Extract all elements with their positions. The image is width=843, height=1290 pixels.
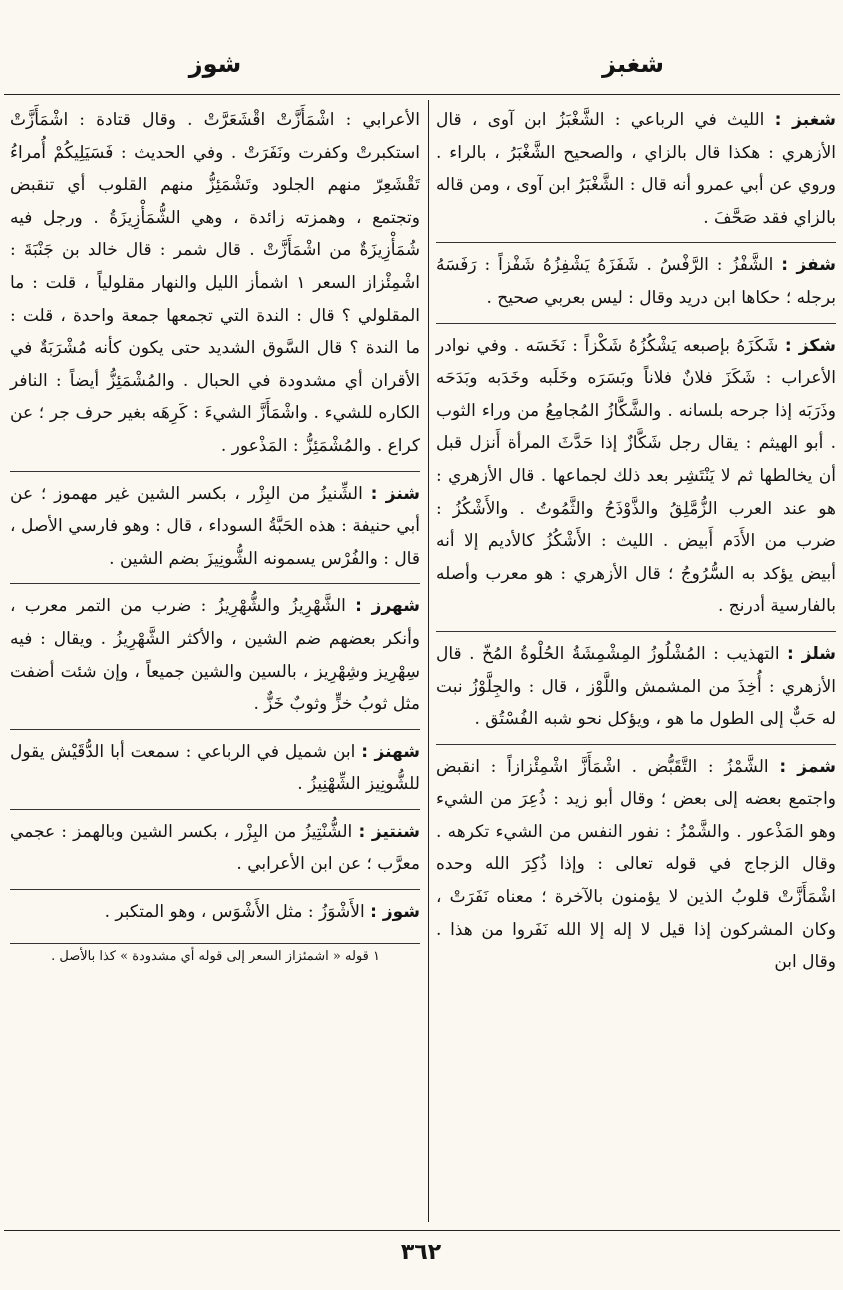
footer-rule	[4, 1230, 840, 1231]
entry-headword: شلز :	[787, 643, 836, 664]
entry-text: الشُّنْتِيزُ من البِزْر ، بكسر الشين وبالهمز : عجمي معرَّب ؛ عن ابن الأعرابي .	[10, 821, 420, 875]
entry-shanaz	[10, 478, 420, 585]
left-column	[10, 104, 420, 968]
entry-text: شَكَزَهُ بإصبعه يَشْكُزُهُ شَكْزاً : نَخَسَه . وفي نوادر الأعراب : شَكَزَ فلانٌ فلاناً وبَسَرَه وخَلَبه وخَدَبه وبَدَحَه وذَرَبَه إذا جرحه بلسانه . والشَّكَّازُ المُجامِعُ من وراء الثوب . أبو الهيثم : يقال رجل شَكَّازٌ إذا حَدَّثَ المرأة أَنزل قبل أن يخالطها ثم لا يَنْتَشِر بعد ذلك لجماعها . قال الأزهري : هو عند العرب الزُّمَّلِقُ والذَّوْذَحُ والثَّمُوتُ . والأَشْكُزُ : ضرب من الأَدَم أَبيض . الليث : الأَشْكُزُ كالأديم إلا أنه أبيض يؤكد به السُّرُوجُ ؛ قال الأزهري : هو معرب وأصله بالفارسية أدرنج .	[436, 335, 836, 617]
entry-text: الليث في الرباعي : الشَّغْبَزُ ابن آوى ، قال الأزهري : هكذا قال بالزاي ، والصحيح الشَّغْبَرُ ، بالراء . وروي عن أبي عمرو أنه قال : الشَّغْبَرُ ابن آوى ، ومن قاله بالزاي فقد صَحَّفَ .	[436, 110, 836, 228]
entry-shahnaz	[10, 736, 420, 810]
page-number: ٣٦٢	[400, 1240, 442, 1265]
right-column	[436, 104, 836, 993]
entry-shaghbaz	[436, 104, 836, 243]
entry-headword: شنتيز :	[358, 821, 421, 842]
entry-headword: شفز :	[781, 255, 837, 276]
column-divider	[428, 100, 429, 1222]
entry-shakaz	[436, 330, 836, 632]
entry-shafaz	[436, 249, 836, 323]
entry-shamaz	[436, 751, 836, 987]
entry-text: الأَشْوَزُ : مثل الأَشْوَس ، وهو المتكبر .	[104, 902, 365, 923]
entry-text: التهذيب : المُشْلُوزُ المِشْمِشَةُ الحُلْوةُ المُخّ . قال الأزهري : أُخِذَ من المشمش واللَّوْز ، قال : والجِلَّوْزُ نبت له حَبٌّ إلى الطول ما هو ، ويؤكل نحو شبه الفُسْتُق .	[436, 643, 836, 730]
entry-headword: شهرز :	[355, 596, 420, 617]
entry-headword: شنز :	[370, 483, 421, 504]
entry-headword: شهنز :	[361, 741, 421, 762]
entry-shantiz	[10, 816, 420, 890]
entry-text: الشَّمْزُ : التَّقَبُّض . اشْمَأَزَّ اشْمِئْزازاً : انقبض واجتمع بعضه إلى بعض ؛ وقال أبو زيد : ذُعِرَ من الشيء وهو المَذْعور . والشَّمْزُ : نفور النفس من الشيء تكرهه . وقال الزجاج في قوله تعالى : وإذا ذُكِرَ الله وحده اشْمَأَزَّتْ قلوبُ الذين لا يؤمنون بالآخرة ؛ معناه نَفَرَتْ ، وكان المشركون إذا قيل لا إله إلا الله نَفَروا من هذا . وقال ابن	[436, 756, 836, 973]
entry-headword: شوز :	[370, 902, 420, 923]
entry-headword: شغبز :	[774, 110, 837, 130]
running-header-left: شوز	[188, 50, 242, 78]
entry-text: الأعرابي : اشْمَأَزَّتْ اقْشَعَرَّتْ . وقال قتادة : اشْمَأَزَّتْ استكبرتْ وكفرت ونَفَرَتْ . وفي الحديث : فَسَيَلِيكُمْ أُمراءُ تَقْشَعِرّ منهم الجلود وتَشْمَئِزُّ منهم القلوب أي تنقبض وتجتمع ، وهمزته زائدة ، وهي الشُّمَأْزِيزَةُ . ورجل فيه شُمَأْزِيزَةٌ من اشْمَأَزَّتْ . قال شمر : قال خالد بن جَنْبَةَ : اشْمِئْزاز السعر ١ اشمأز الليل والنهار مقلولياً ، قلت : ما المقلولي ؟ قال : الندة التي تجمعها جمعة واحدة ، قلت : ما الندة ؟ قال السَّوق الشديد حتى يكون كأنه مُشْرَبَةٌ في الأقران أي مشدودة في الحبال . والمُشْمَئِزُّ أيضاً : النافر الكاره للشيء . واشْمَأَزَّ الشيءَ : كَرِهَه بغير حرف جر ؛ عن كراع . والمُشْمَئِزُّ : المَذْعور .	[10, 110, 420, 456]
entry-text: الشَّهْرِيزُ والشُّهْرِيزُ : ضرب من التمر معرب ، وأنكر بعضهم ضم الشين ، والأكثر الشَّهْرِيزُ . ويقال : فيه سِهْرِيز وشِهْرِيز ، بالسين والشين جميعاً ، وإن شئت أضفت مثل ثوبُ خزٍّ وثوبٌ خَزٌّ .	[10, 596, 420, 715]
entry-text: ابن شميل في الرباعي : سمعت أبا الدُّقَيْش يقول للشُّونِيز الشِّهْنِيزُ .	[10, 741, 420, 795]
entry-shahraz	[10, 590, 420, 729]
entry-headword: شمز :	[779, 756, 836, 777]
entry-shawaz	[10, 896, 420, 937]
entry-shalaz	[436, 638, 836, 745]
running-header-right: شغبز	[602, 50, 664, 78]
entry-headword: شكز :	[784, 335, 836, 356]
entry-shamaz-continued	[10, 104, 420, 472]
entry-text: الشِّنيزُ من البِزْر ، بكسر الشين غير مهموز ؛ عن أبي حنيفة : هذه الحَبَّةُ السوداء ، قال : وهو فارسي الأصل ، قال : والفُرْس يسمونه الشُّونِيزَ بضم الشين .	[10, 483, 420, 569]
header-rule	[4, 94, 840, 95]
footnote: ١ قوله « اشمئزاز السعر إلى قوله أي مشدودة » كذا بالأصل .	[51, 948, 380, 964]
entry-text: الشَّفْزُ : الرَّفْسُ . شَفَزَهُ يَشْفِزُهُ شَفْزاً : رَفَسَهُ برجله ؛ حكاها ابن دريد وقال : ليس بعربي صحيح .	[436, 255, 836, 308]
